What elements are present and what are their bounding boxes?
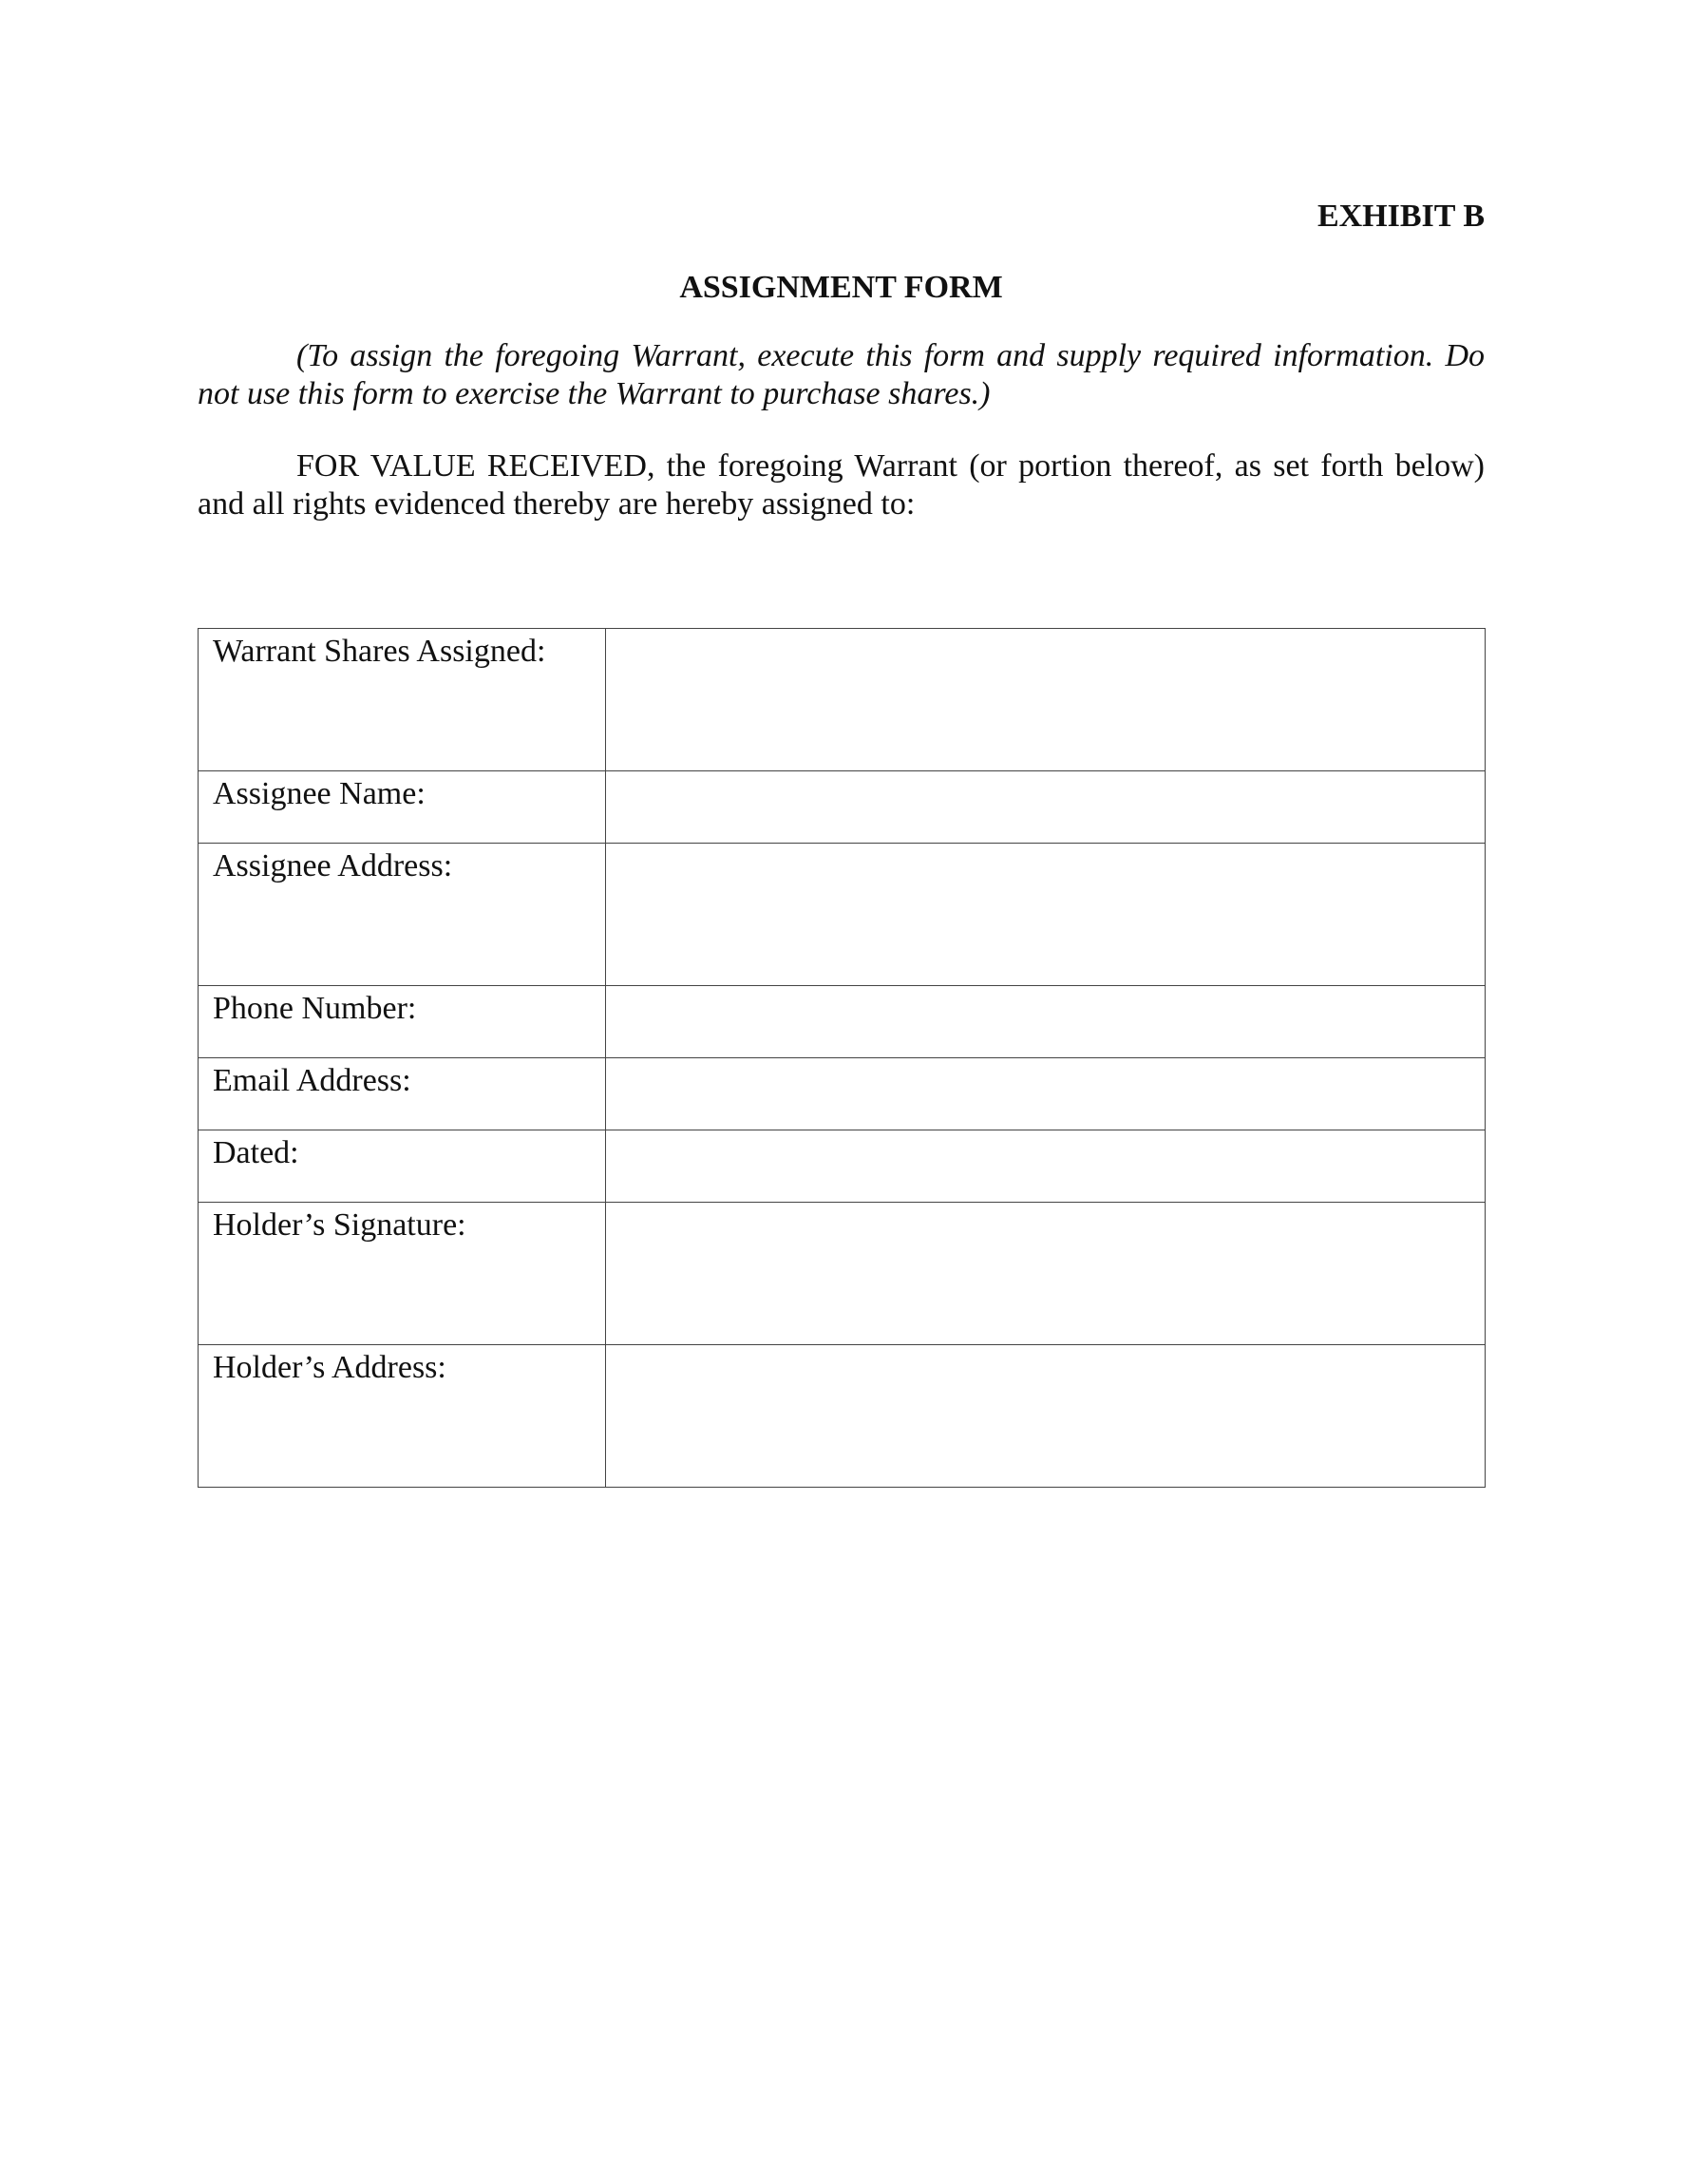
field-label-dated: Dated:: [199, 1130, 606, 1203]
form-title: ASSIGNMENT FORM: [679, 270, 1003, 305]
table-row-email-address: [199, 1058, 1486, 1130]
field-value-dated[interactable]: [606, 1130, 1486, 1203]
table-row-assignee-address: [199, 844, 1486, 986]
field-value-phone-number[interactable]: [606, 986, 1486, 1058]
conveyance-paragraph: FOR VALUE RECEIVED, the foregoing Warrant (or portion thereof, as set forth below) and all rights evidenced thereby are hereby assigned to:: [198, 448, 1485, 522]
field-value-warrant-shares[interactable]: [606, 629, 1486, 771]
table-row-holder-address: [199, 1345, 1486, 1488]
table-row-assignee-name: [199, 771, 1486, 844]
field-value-assignee-address[interactable]: [606, 844, 1486, 986]
field-value-holder-signature[interactable]: [606, 1203, 1486, 1345]
table-row-holder-signature: [199, 1203, 1486, 1345]
field-value-email-address[interactable]: [606, 1058, 1486, 1130]
field-label-warrant-shares: Warrant Shares Assigned:: [199, 629, 606, 771]
field-label-assignee-name: Assignee Name:: [199, 771, 606, 844]
field-label-phone-number: Phone Number:: [199, 986, 606, 1058]
field-label-email-address: Email Address:: [199, 1058, 606, 1130]
table-row-warrant-shares: [199, 629, 1486, 771]
field-label-assignee-address: Assignee Address:: [199, 844, 606, 986]
field-value-holder-address[interactable]: [606, 1345, 1486, 1488]
field-label-holder-signature: Holder’s Signature:: [199, 1203, 606, 1345]
field-label-holder-address: Holder’s Address:: [199, 1345, 606, 1488]
exhibit-label: EXHIBIT B: [1317, 199, 1485, 234]
table-row-phone-number: [199, 986, 1486, 1058]
field-value-assignee-name[interactable]: [606, 771, 1486, 844]
assignment-table: [198, 628, 1486, 1488]
instruction-paragraph: (To assign the foregoing Warrant, execute this form and supply required information. Do not use this form to exercise the Warrant to purchase shares.): [198, 338, 1485, 411]
table-row-dated: [199, 1130, 1486, 1203]
